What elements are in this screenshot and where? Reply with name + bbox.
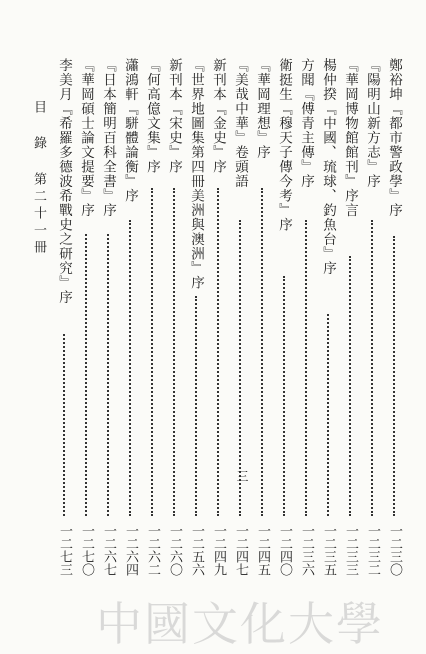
toc-entry-page: 一二五六	[189, 524, 204, 576]
dot-leader	[327, 314, 329, 516]
toc-entry-page: 一二六七	[101, 524, 116, 576]
toc-entry-page: 一二四五	[255, 524, 270, 576]
toc-entry-title: 新刊本『金史』序	[210, 58, 226, 174]
toc-entry-page: 一二三六	[299, 524, 314, 576]
toc-entry[interactable]	[274, 58, 294, 606]
toc-entry[interactable]	[340, 58, 360, 606]
toc-entry-page: 一二四七	[233, 524, 248, 576]
toc-entry-title: 瀟鴻軒『駢體論衡』序	[122, 58, 138, 203]
toc-entry-title: 方聞『傅青主傳』序	[298, 58, 314, 189]
toc-entry-title: 新刊本『宋史』序	[166, 58, 182, 174]
toc-entry-page: 一二四九	[211, 524, 226, 576]
toc-entry-page: 一二四〇	[277, 524, 292, 576]
toc-entry-page: 一二三五	[321, 524, 336, 576]
dot-leader	[217, 188, 219, 516]
toc-entry-page: 一二七〇	[79, 524, 94, 576]
toc-entry-page: 一二三二	[365, 524, 380, 576]
toc-entry[interactable]	[120, 58, 140, 606]
dot-leader	[173, 188, 175, 516]
toc-entry[interactable]	[164, 58, 184, 606]
toc-entry-page: 一二六〇	[167, 524, 182, 576]
toc-entry[interactable]	[54, 58, 74, 606]
toc-entry-title: 『美哉中華』卷頭語	[232, 58, 248, 189]
toc-entry-title: 楊仲揆『中國、琉球、釣魚台』序	[320, 58, 336, 276]
toc-entry-page: 一二六四	[123, 524, 138, 576]
watermark: 中國文化大學	[96, 597, 384, 651]
toc-entry[interactable]	[142, 58, 162, 606]
folio-page-number: 三	[235, 470, 249, 482]
toc-entry-title: 『華岡理想』序	[254, 58, 270, 160]
dot-leader	[305, 220, 307, 516]
running-header: 目 錄 第二十一冊	[31, 100, 46, 257]
toc-entry[interactable]	[296, 58, 316, 606]
toc-entry-title: 『陽明山新方志』序	[364, 58, 380, 189]
toc-entry[interactable]	[384, 58, 404, 606]
dot-leader	[195, 296, 197, 516]
toc-entry[interactable]	[362, 58, 382, 606]
dot-leader	[371, 220, 373, 516]
toc-entry[interactable]	[208, 58, 228, 606]
dot-leader	[261, 188, 263, 516]
dot-leader	[393, 236, 395, 516]
toc-entry-page: 一二三〇	[387, 524, 402, 576]
toc-entry-title: 衛挺生『穆天子傳今考』序	[276, 58, 292, 232]
toc-entry-title: 『華岡博物館館刊』序言	[342, 58, 358, 218]
toc-entry[interactable]	[252, 58, 272, 606]
toc-entry[interactable]	[98, 58, 118, 606]
dot-leader	[349, 256, 351, 516]
toc-entry-title: 李美月『希羅多德波希戰史之研究』序	[56, 58, 72, 305]
toc-entry[interactable]	[76, 58, 96, 606]
dot-leader	[151, 188, 153, 516]
toc-entry-page: 一二六二	[145, 524, 160, 576]
toc-entry-title: 『華岡碩士論文提要』序	[78, 58, 94, 218]
toc-entry[interactable]	[186, 58, 206, 606]
toc-entry-title: 『日本簡明百科全書』序	[100, 58, 116, 218]
toc-entry-page: 一二七三	[57, 524, 72, 576]
toc-entry-title: 鄭裕坤『都市警政學』序	[386, 58, 402, 218]
dot-leader	[129, 220, 131, 516]
toc-entry-title: 『何高億文集』序	[144, 58, 160, 174]
dot-leader	[85, 234, 87, 516]
toc-entry[interactable]	[230, 58, 250, 606]
dot-leader	[283, 276, 285, 516]
toc-entry[interactable]	[318, 58, 338, 606]
toc-entry-page: 一二三三	[343, 524, 358, 576]
dot-leader	[63, 334, 65, 516]
dot-leader	[107, 234, 109, 516]
toc-entry-title: 『世界地圖集第四冊美洲與澳洲』序	[188, 58, 204, 290]
